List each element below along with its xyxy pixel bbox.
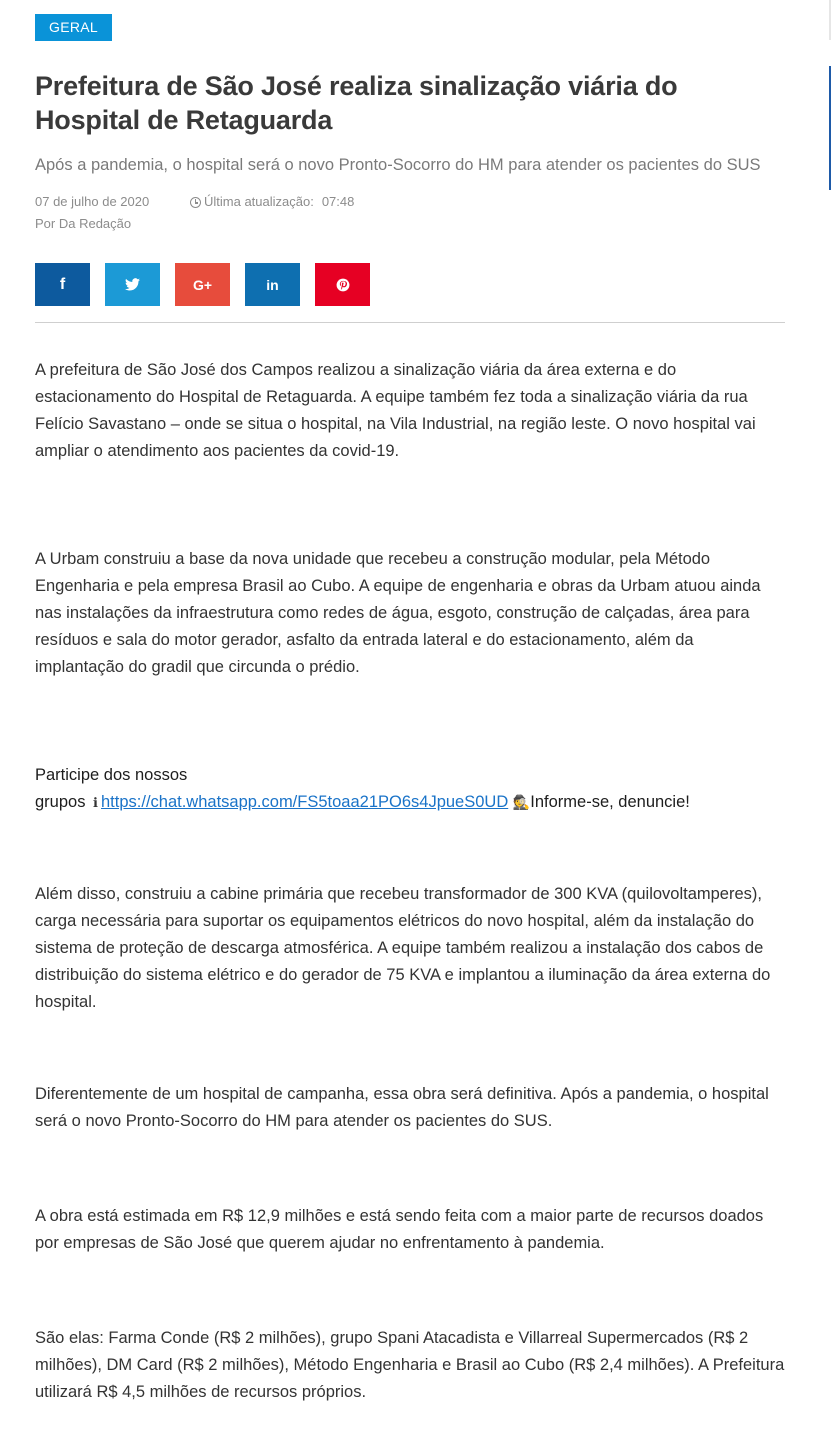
share-bar xyxy=(35,263,785,306)
facebook-icon: f xyxy=(59,275,66,293)
paragraph-5: A obra está estimada em R$ 12,9 milhões e está sendo feita com a maior parte de recursos doados por empresas de São José que querem ajudar no enfrentamento à pandemia. xyxy=(35,1207,764,1252)
share-facebook-button[interactable] xyxy=(35,263,90,306)
publish-date: 07 de julho de 2020 xyxy=(35,194,150,209)
whatsapp-cta xyxy=(35,762,785,816)
paragraph-2: A Urbam construiu a base da nova unidade que recebeu a construção modular, pela Método Engenharia e pela empresa Brasil ao Cubo. A equipe de engenharia e obras da Urbam atuou ainda nas instalações da infraestrutura como redes de água, esgoto, construção de calçadas, área para resíduos e sala do motor gerador, asfalto da entrada lateral e do estacionamento, além da implantação do gradil que circunda o prédio. xyxy=(35,550,761,676)
pinterest-icon xyxy=(336,278,350,292)
share-google-plus-button[interactable] xyxy=(175,263,230,306)
article-subtitle: Após a pandemia, o hospital será o novo Pronto-Socorro do HM para atender os pacientes do SUS xyxy=(35,156,761,174)
share-linkedin-button[interactable] xyxy=(245,263,300,306)
paragraph-1: A prefeitura de São José dos Campos realizou a sinalização viária da área externa e do estacionamento do Hospital de Retaguarda. A equipe também fez toda a sinalização viária da rua Felício Savastano – onde se situa o hospital, na Vila Industrial, na região leste. O novo hospital vai ampliar o atendimento aos pacientes da covid-19. xyxy=(35,361,756,460)
paragraph-4: Diferentemente de um hospital de campanha, essa obra será definitiva. Após a pandemia, o hospital será o novo Pronto-Socorro do HM para atender os pacientes do SUS. xyxy=(35,1085,769,1130)
detective-emoji-icon: 🕵 xyxy=(512,794,531,810)
share-pinterest-button[interactable] xyxy=(315,263,370,306)
share-twitter-button[interactable] xyxy=(105,263,160,306)
updated-time: 07:48 xyxy=(321,194,355,209)
article-meta xyxy=(35,191,785,235)
linkedin-icon: in xyxy=(266,276,279,293)
author-byline: Por Da Redação xyxy=(35,216,132,231)
twitter-icon xyxy=(125,278,140,291)
whatsapp-group-link[interactable]: https://chat.whatsapp.com/FS5toaa21PO6s4JpueS0UD xyxy=(101,793,509,811)
cta-prefix: grupos xyxy=(35,793,86,811)
cta-suffix: Informe-se, denuncie! xyxy=(530,793,690,811)
category-badge[interactable]: GERAL xyxy=(35,14,112,41)
cta-line-1: Participe dos nossos xyxy=(35,766,188,784)
article-body xyxy=(35,357,785,1406)
article-title: Prefeitura de São José realiza sinalização viária do Hospital de Retaguarda xyxy=(35,71,678,135)
paragraph-3: Além disso, construiu a cabine primária que recebeu transformador de 300 KVA (quilovoltamperes), carga necessária para suportar os equipamentos elétricos do novo hospital, além da instalação do sistema de proteção de descarga atmosférica. A equipe também realizou a instalação dos cabos de distribuição do sistema elétrico e do gerador de 75 KVA e implantou a iluminação da área externa do hospital. xyxy=(35,885,771,1011)
google-plus-icon: G+ xyxy=(192,276,213,293)
updated-label: Última atualização: xyxy=(204,194,314,209)
article xyxy=(35,14,785,1406)
clock-icon xyxy=(190,197,201,208)
info-icon: ℹ xyxy=(93,795,98,810)
divider xyxy=(35,322,785,323)
paragraph-6: São elas: Farma Conde (R$ 2 milhões), grupo Spani Atacadista e Villarreal Supermercados (R$ 2 milhões), DM Card (R$ 2 milhões), Método Engenharia e Brasil ao Cubo (R$ 2,4 milhões). A Prefeitura utilizará R$ 4,5 milhões de recursos próprios. xyxy=(35,1329,785,1401)
